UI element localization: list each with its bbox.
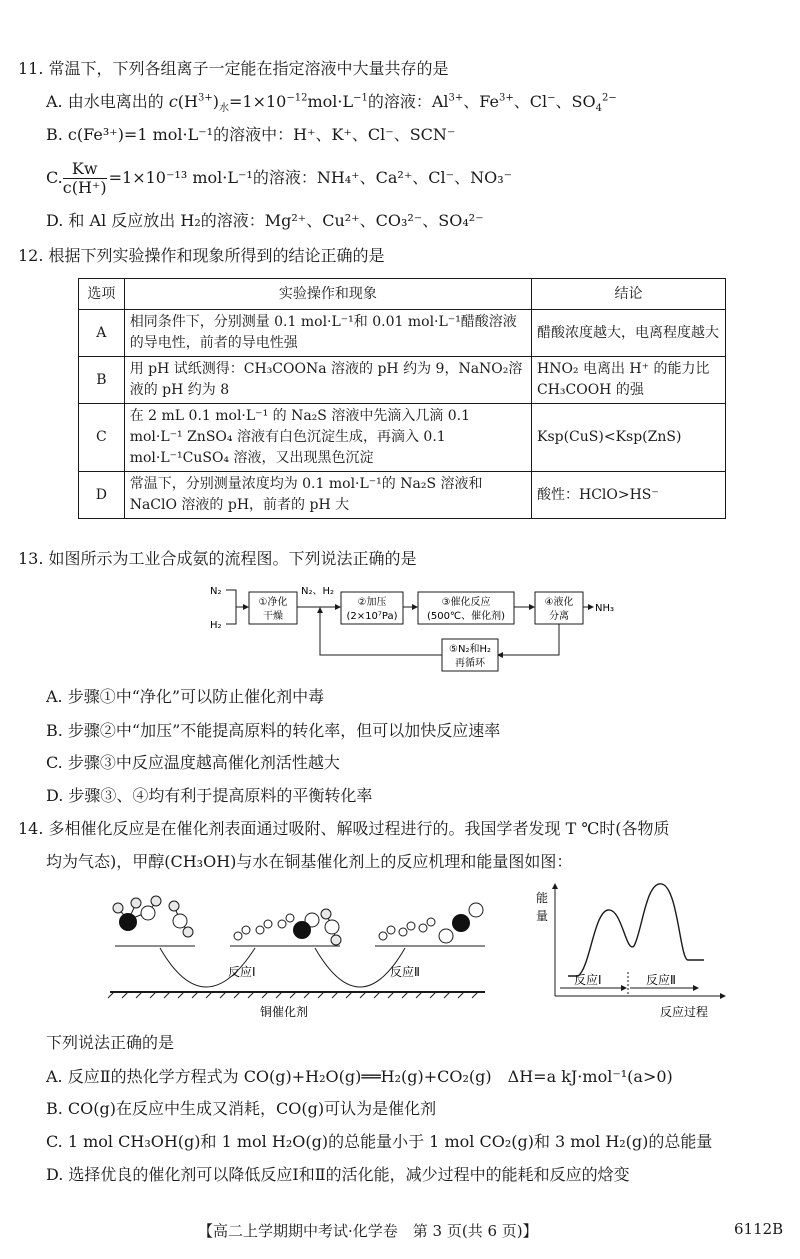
mech-reaction-2-label: 反应Ⅱ [390, 965, 420, 979]
row-conclusion: 酸性：HClO>HS⁻ [531, 472, 725, 519]
q14-stem-line2: 均为气态)，甲醇(CH₃OH)与水在铜基催化剂上的反应机理和能量图如图： [46, 852, 573, 871]
q11-option-b: B. c(Fe³⁺)=1 mol·L⁻¹的溶液中：H⁺、K⁺、Cl⁻、SCN⁻ [46, 125, 456, 144]
reaction-mechanism-diagram [100, 876, 490, 1026]
table-row [79, 310, 726, 357]
q14-option-c: C. 1 mol CH₃OH(g)和 1 mol H₂O(g)的总能量小于 1 mol CO₂(g)和 3 mol H₂(g)的总能量 [46, 1132, 713, 1151]
q14-lead: 下列说法正确的是 [46, 1033, 175, 1052]
q13-option-a: A. 步骤①中“净化”可以防止催化剂中毒 [46, 687, 325, 706]
q11-option-d: D. 和 Al 反应放出 H₂的溶液：Mg²⁺、Cu²⁺、CO₃²⁻、SO₄²⁻ [46, 211, 484, 230]
row-conclusion: 醋酸浓度越大，电离程度越大 [531, 310, 725, 357]
flow-box-pressurize-label: ②加压 [357, 597, 387, 608]
row-conclusion: HNO₂ 电离出 H⁺ 的能力比 CH₃COOH 的强 [531, 357, 725, 404]
water-molecule-icon [321, 909, 341, 945]
q13-option-b: B. 步骤②中“加压”不能提高原料的转化率，但可以加快反应速率 [46, 721, 501, 740]
page-footer-code: 6112B [734, 1220, 784, 1238]
header-operation: 实验操作和现象 [124, 279, 531, 310]
q13-option-c: C. 步骤③中反应温度越高催化剂活性越大 [46, 753, 340, 772]
energy-xlabel: 反应过程 [660, 1005, 709, 1019]
methanol-molecule-icon [113, 896, 161, 931]
row-option: D [79, 472, 125, 519]
row-operation: 用 pH 试纸测得：CH₃COONa 溶液的 pH 约为 9，NaNO₂溶液的 pH 约为 8 [124, 357, 531, 404]
energy-ylabel-1: 能 [536, 891, 549, 905]
table-row [79, 472, 726, 519]
row-operation: 常温下，分别测量浓度均为 0.1 mol·L⁻¹的 Na₂S 溶液和 NaClO 溶液的 pH，前者的 pH 大 [124, 472, 531, 519]
table-header-row [79, 279, 726, 310]
page-footer-title: 【高二上学期期中考试·化学卷 第 3 页(共 6 页)】 [198, 1222, 538, 1240]
flow-box-catalysis-label: ③催化反应 [441, 597, 491, 608]
mech-reaction-1-label: 反应Ⅰ [228, 965, 256, 979]
q14-option-a: A. 反应Ⅱ的热化学方程式为 CO(g)+H₂O(g)══H₂(g)+CO₂(g) ΔH=a kJ·mol⁻¹(a>0) [46, 1067, 673, 1086]
flow-box-purify-label: ①净化 [258, 597, 288, 608]
flow-box-liquefy-label: ④液化 [544, 597, 574, 608]
q14-stem-line1: 14. 多相催化反应是在催化剂表面通过吸附、解吸过程进行的。我国学者发现 T ℃时(各物质 [18, 819, 670, 838]
flow-in-h2: H₂ [210, 620, 222, 631]
co-molecule-icon [293, 913, 319, 939]
q12-stem: 12. 根据下列实验操作和现象所得到的结论正确的是 [18, 246, 385, 265]
kw-fraction: $\frac{Kw}{c(H^+)}$ [62, 159, 107, 197]
flow-box-recycle-sub: 再循环 [455, 658, 485, 669]
q13-option-d: D. 步骤③、④均有利于提高原料的平衡转化率 [46, 786, 373, 805]
row-operation: 相同条件下，分别测量 0.1 mol·L⁻¹和 0.01 mol·L⁻¹醋酸溶液的导电性，前者的导电性强 [124, 310, 531, 357]
row-operation: 在 2 mL 0.1 mol·L⁻¹ 的 Na₂S 溶液中先滴入几滴 0.1 mol·L⁻¹ ZnSO₄ 溶液有白色沉淀生成，再滴入 0.1 mol·L⁻¹CuSO₄ 溶液，又出现黑色沉淀 [124, 404, 531, 472]
ammonia-flow-diagram [200, 580, 620, 675]
flow-mid-label: N₂、H₂ [301, 586, 335, 597]
header-option: 选项 [79, 279, 125, 310]
q11-option-c: C. $\frac{Kw}{c(H^+)}$ =1×10⁻¹³ mol·L⁻¹的溶液：NH₄⁺、Ca²⁺、Cl⁻、NO₃⁻ [46, 159, 513, 197]
row-option: B [79, 357, 125, 404]
q11-option-a: A. 由水电离出的 $c(H^{3+})_水=1\times 10^{-12}mol\cdot L^{-1}$的溶液：$Al^{3+}$、$Fe^{3+}$、Cl−、$SO_4^{2-}$ [46, 92, 617, 115]
row-option: A [79, 310, 125, 357]
q14-option-d: D. 选择优良的催化剂可以降低反应Ⅰ和Ⅱ的活化能，减少过程中的能耗和反应的焓变 [46, 1165, 630, 1184]
flow-box-liquefy-sub: 分离 [549, 611, 569, 622]
header-conclusion: 结论 [531, 279, 725, 310]
mech-catalyst-label: 铜催化剂 [260, 1005, 309, 1019]
flow-box-purify-sub: 干燥 [263, 611, 283, 622]
row-option: C [79, 404, 125, 472]
flow-box-recycle-label: ⑤N₂和H₂ [449, 644, 491, 655]
q14-option-b: B. CO(g)在反应中生成又消耗，CO(g)可认为是催化剂 [46, 1099, 437, 1118]
experiment-table [78, 278, 726, 519]
water-molecule-icon [169, 901, 193, 937]
q13-stem: 13. 如图所示为工业合成氨的流程图。下列说法正确的是 [18, 549, 417, 568]
flow-box-pressurize-sub: (2×10⁷Pa) [346, 611, 398, 622]
flow-box-catalysis-sub: (500℃、催化剂) [426, 611, 506, 622]
flow-out-nh3: NH₃ [595, 603, 615, 614]
q11-stem: 11. 常温下，下列各组离子一定能在指定溶液中大量共存的是 [18, 59, 449, 78]
hydrogen-molecules-icon [234, 914, 294, 940]
energy-ylabel-2: 量 [536, 909, 549, 923]
energy-curve [568, 884, 704, 976]
flow-in-n2: N₂ [210, 586, 222, 597]
energy-reaction-2-label: 反应Ⅱ [646, 973, 676, 987]
hydrogen-molecules-icon [379, 918, 435, 940]
energy-reaction-1-label: 反应Ⅰ [574, 973, 602, 987]
table-row [79, 404, 726, 472]
row-conclusion: Ksp(CuS)<Ksp(ZnS) [531, 404, 725, 472]
energy-profile-diagram [530, 872, 730, 1022]
table-row [79, 357, 726, 404]
co2-molecule-icon [439, 903, 483, 943]
